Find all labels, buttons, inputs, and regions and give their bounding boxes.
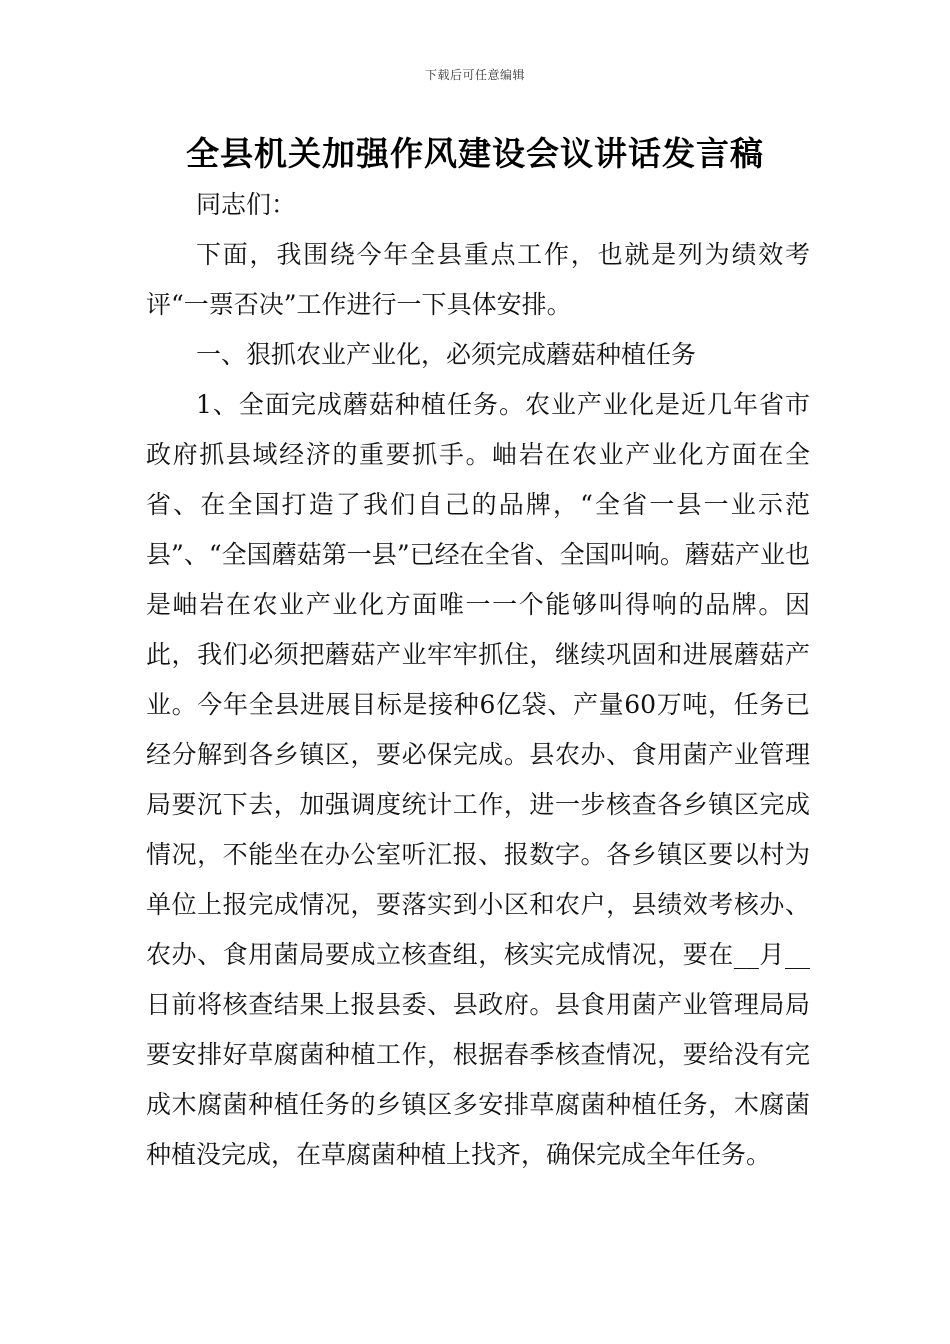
header-note: 下载后可任意编辑 bbox=[424, 68, 525, 82]
document-body bbox=[146, 180, 810, 1180]
intro-paragraph: 下面，我围绕今年全县重点工作，也就是列为绩效考评“一票否决”工作进行一下具体安排。 bbox=[146, 240, 810, 319]
document-title: 全县机关加强作风建设会议讲话发言稿 bbox=[186, 134, 764, 173]
salutation-paragraph: 同志们： bbox=[196, 190, 297, 219]
section-heading: 一、狠抓农业产业化，必须完成蘑菇种植任务 bbox=[196, 340, 697, 369]
body-paragraph: 1、全面完成蘑菇种植任务。农业产业化是近几年省市政府抓县域经济的重要抓手。岫岩在农业产业化方面在全省、在全国打造了我们自己的品牌，“全省一县一业示范县”、“全国蘑菇第一县”已经在全省、全国叫响。蘑菇产业也是岫岩在农业产业化方面唯一一个能够叫得响的品牌。因此，我们必须把蘑菇产业牢牢抓住，继续巩固和进展蘑菇产业。今年全县进展目标是接种6亿袋、产量60万吨，任务已经分解到各乡镇区，要必保完成。县农办、食用菌产业管理局要沉下去，加强调度统计工作，进一步核查各乡镇区完成情况，不能坐在办公室听汇报、报数字。各乡镇区要以村为单位上报完成情况，要落实到小区和农户，县绩效考核办、农办、食用菌局要成立核查组，核实完成情况，要在__月__日前将核查结果上报县委、县政府。县食用菌产业管理局局要安排好草腐菌种植工作，根据春季核查情况，要给没有完成木腐菌种植任务的乡镇区多安排草腐菌种植任务，木腐菌种植没完成，在草腐菌种植上找齐，确保完成全年任务。 bbox=[146, 390, 810, 1169]
